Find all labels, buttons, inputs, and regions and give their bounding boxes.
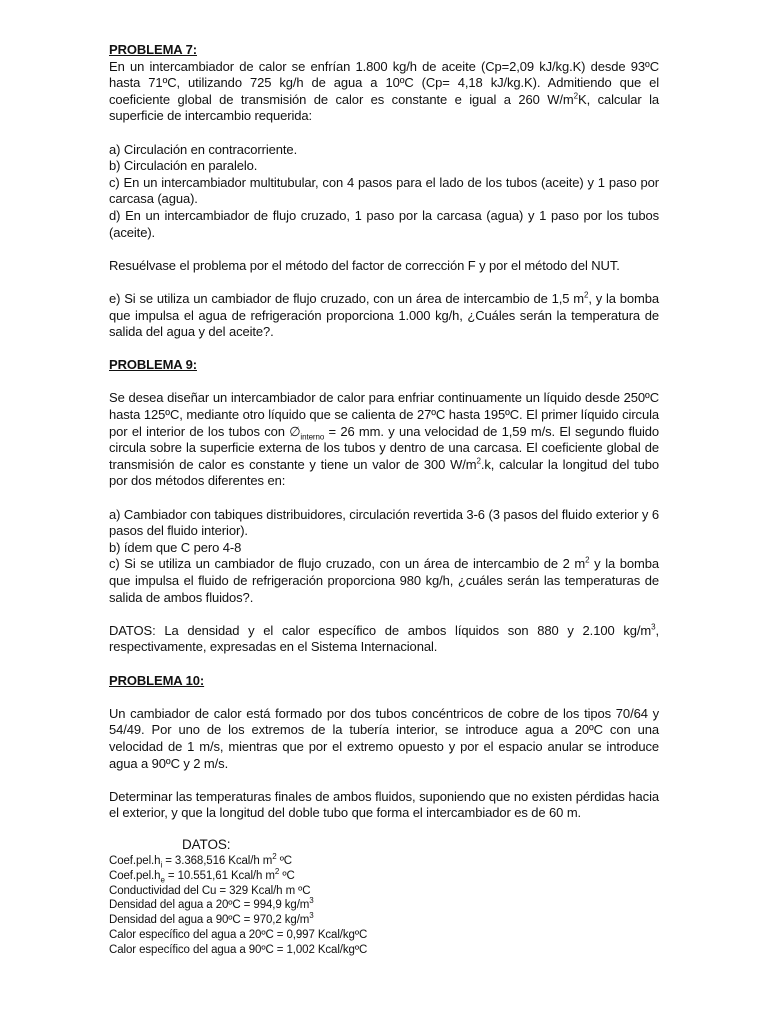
problem-9-statement xyxy=(109,390,659,490)
text-run: c) Si se utiliza un cambiador de flujo cruzado, con un área de intercambio de 2 m xyxy=(109,556,586,572)
subscript: e xyxy=(160,875,165,884)
problem-10-question: Determinar las temperaturas finales de ambos fluidos, suponiendo que no existen pérdidas hacia el exterior, y que la longitud del doble tubo que forma el intercambiador es de 60 m. xyxy=(109,788,659,821)
text-run: , respectivamente, expresadas en el Sistema Internacional. xyxy=(109,622,659,655)
data-item xyxy=(109,913,659,928)
text-run: Se desea diseñar un intercambiador de calor para enfriar continuamente un líquido desde 250ºC hasta 125ºC, mediante otro líquido que se calienta de 27ºC hasta 195ºC. El primer líquido circula por el interior de los tubos con xyxy=(109,390,659,439)
data-item xyxy=(109,854,659,869)
text-run: Coef.pel.h xyxy=(109,854,161,867)
text-run: K, calcular la superficie de intercambio requerida: xyxy=(109,91,659,124)
data-item xyxy=(109,898,659,913)
subscript: i xyxy=(160,860,163,870)
document-page xyxy=(109,42,659,957)
text-run: , y la bomba que impulsa el agua de refrigeración proporciona 1.000 kg/h, ¿Cuáles serán la temperatura de salida del agua y del aceite?. xyxy=(109,290,659,340)
text-run: e) Si se utiliza un cambiador de flujo cruzado, con un área de intercambio de 1,5 m xyxy=(109,290,584,306)
superscript: 2 xyxy=(476,456,481,466)
problem-9-data xyxy=(109,623,659,656)
problem-9-item-b: b) ídem que C pero 4-8 xyxy=(109,539,242,555)
superscript: 2 xyxy=(573,91,579,101)
problem-10-statement: Un cambiador de calor está formado por dos tubos concéntricos de cobre de los tipos 70/64 y 54/49. Por uno de los extremos de la tubería interior, se introduce agua a 20ºC con una velocidad de 1 m/s, mientras que por el extremo opuesto y por el espacio anular se introduce agua a 90ºC y 2 m/s. xyxy=(109,705,659,771)
superscript: 3 xyxy=(651,622,656,632)
text-run: .k, calcular la longitud del tubo por dos métodos diferentes en: xyxy=(109,456,659,489)
problem-7-item-a: a) Circulación en contracorriente. xyxy=(109,141,298,157)
problem-7-item-c: c) En un intercambiador multitubular, con 4 pasos para el lado de los tubos (aceite) y 1 paso por carcasa (agua). xyxy=(109,174,659,207)
text-run: = 3.368,516 Kcal/h m xyxy=(162,854,273,867)
problem-7-item-e xyxy=(109,291,659,341)
problem-9-heading: PROBLEMA 9: xyxy=(109,357,197,373)
data-item: Conductividad del Cu = 329 Kcal/h m ºC xyxy=(109,884,311,897)
data-item: Calor específico del agua a 20ºC = 0,997 Kcal/kgºC xyxy=(109,928,368,941)
data-item: Calor específico del agua a 90ºC = 1,002 Kcal/kgºC xyxy=(109,943,368,956)
problem-10-data-title: DATOS: xyxy=(182,836,231,852)
text-run: = 10.551,61 Kcal/h m xyxy=(164,869,275,882)
superscript: 2 xyxy=(272,852,277,862)
superscript: 2 xyxy=(583,290,589,300)
problem-9-item-c xyxy=(109,556,659,606)
problem-7-heading: PROBLEMA 7: xyxy=(109,42,197,57)
problem-10-data-list xyxy=(109,854,659,958)
text-run: En un intercambiador de calor se enfrían 1.800 kg/h de aceite (Cp=2,09 kJ/kg.K) desde 93ºC hasta 71ºC, utilizando 725 kg/h de agua a 10ºC (Cp= 4,18 kJ/kg.K). Admitiendo que el coeficiente global de transmisión de calor es constante e igual a 260 W/m xyxy=(109,58,659,107)
subscript: interno xyxy=(300,432,325,442)
diameter-symbol: ∅ xyxy=(289,423,301,439)
problem-7-method-note: Resuélvase el problema por el método del factor de corrección F y por el método del NUT. xyxy=(109,257,620,273)
data-item xyxy=(109,866,659,884)
problem-7-item-d: d) En un intercambiador de flujo cruzado, 1 paso por la carcasa (agua) y 1 paso por los tubos (aceite). xyxy=(109,207,659,240)
text-run: Densidad del agua a 20ºC = 994,9 kg/m xyxy=(109,899,310,912)
text-run: y la bomba que impulsa el fluido de refrigeración proporciona 980 kg/h, ¿cuáles serán las temperaturas de salida de ambos fluidos?. xyxy=(109,556,660,605)
problem-7-statement xyxy=(109,59,659,125)
text-run: DATOS: La densidad y el calor específico de ambos líquidos son 880 y 2.100 kg/m xyxy=(109,622,652,638)
problem-10-heading: PROBLEMA 10: xyxy=(109,672,205,688)
superscript: 2 xyxy=(585,556,590,566)
text-run: = 26 mm. y una velocidad de 1,59 m/s. El segundo fluido circula sobre la superficie externa de los tubos y dentro de una carcasa. El coeficiente global de transmisión de calor es constante y tiene un valor de 300 W/m xyxy=(109,423,659,472)
problem-7-item-b: b) Circulación en paralelo. xyxy=(109,158,258,174)
superscript: 2 xyxy=(274,866,280,876)
superscript: 3 xyxy=(309,911,314,921)
problem-9-item-a: a) Cambiador con tabiques distribuidores, circulación revertida 3-6 (3 pasos del fluido exterior y 6 pasos del fluido interior). xyxy=(109,506,659,539)
text-run: Coef.pel.h xyxy=(109,869,161,882)
text-run: Densidad del agua a 90ºC = 970,2 kg/m xyxy=(109,914,310,927)
superscript: 3 xyxy=(309,896,314,906)
text-run: ºC xyxy=(279,869,295,882)
text-run: ºC xyxy=(276,854,292,867)
